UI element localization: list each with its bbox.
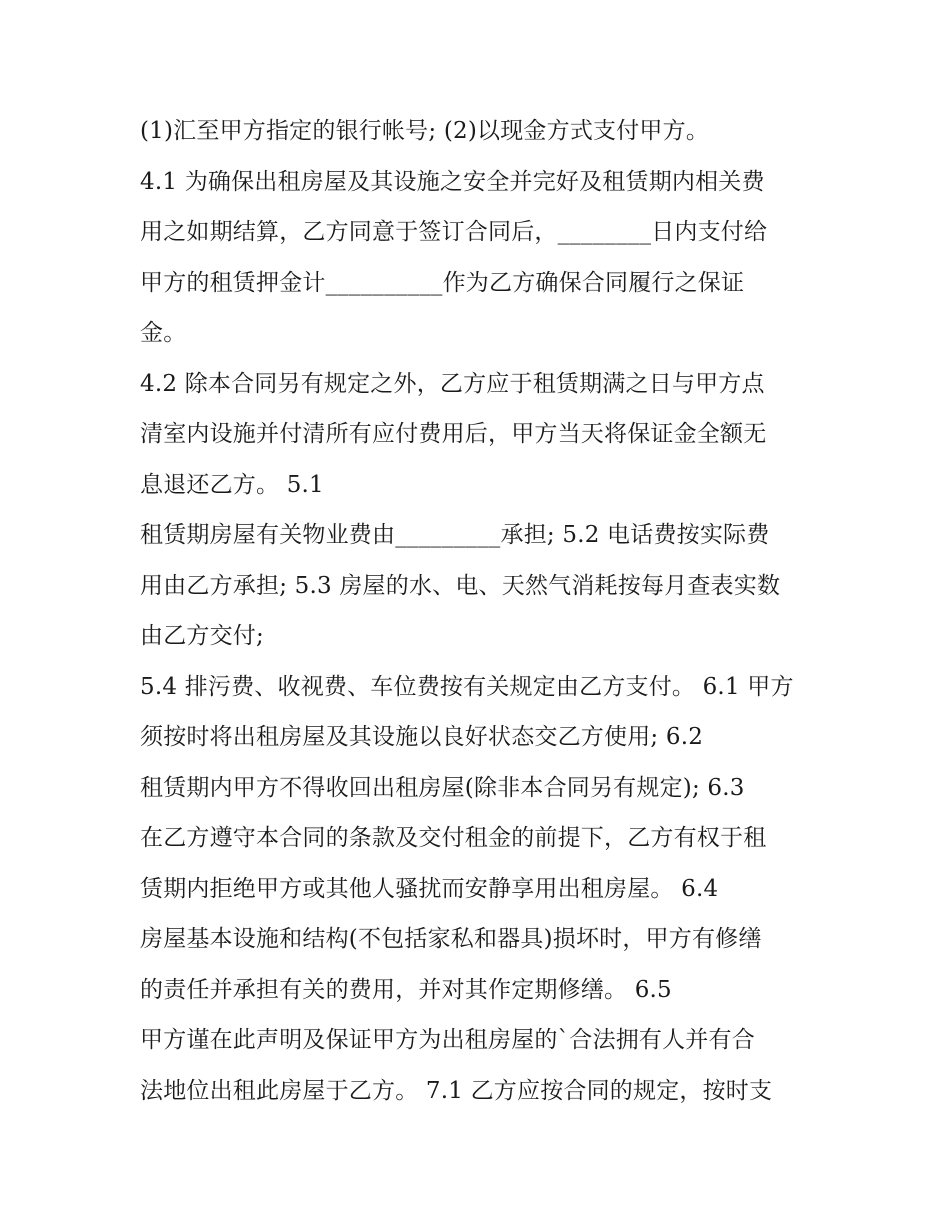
text-line: 4.2 除本合同另有规定之外，乙方应于租赁期满之日与甲方点 xyxy=(140,370,765,397)
text-line: 甲方的租赁押金计__________作为乙方确保合同履行之保证 xyxy=(140,269,745,296)
text-line: 在乙方遵守本合同的条款及交付租金的前提下，乙方有权于租 xyxy=(140,825,767,851)
text-line: 法地位出租此房屋于乙方。 7.1 乙方应按合同的规定，按时支 xyxy=(140,1077,773,1104)
document-body xyxy=(140,106,830,1116)
text-line: 赁期内拒绝甲方或其他人骚扰而安静享用出租房屋。 6.4 xyxy=(140,875,719,902)
text-line: 用由乙方承担; 5.3 房屋的水、电、天然气消耗按每月查表实数 xyxy=(140,572,781,599)
text-line: 清室内设施并付清所有应付费用后，甲方当天将保证金全额无 xyxy=(140,421,767,447)
text-line: 用之如期结算，乙方同意于签订合同后，________日内支付给 xyxy=(140,219,768,245)
text-line: 5.4 排污费、收视费、车位费按有关规定由乙方支付。 6.1 甲方 xyxy=(140,673,794,700)
text-line: 金。 xyxy=(140,320,187,346)
text-line: 息退还乙方。 5.1 xyxy=(140,471,324,498)
text-line: (1)汇至甲方指定的银行帐号; (2)以现金方式支付甲方。 xyxy=(140,118,710,144)
text-line: 由乙方交付; xyxy=(140,623,264,649)
text-line: 须按时将出租房屋及其设施以良好状态交乙方使用; 6.2 xyxy=(140,724,704,750)
text-line: 4.1 为确保出租房屋及其设施之安全并完好及租赁期内相关费 xyxy=(140,168,765,195)
text-line: 的责任并承担有关的费用，并对其作定期修缮。 6.5 xyxy=(140,976,672,1003)
text-line: 房屋基本设施和结构(不包括家私和器具)损坏时，甲方有修缮 xyxy=(140,926,762,952)
text-line: 租赁期房屋有关物业费由_________承担; 5.2 电话费按实际费 xyxy=(140,522,770,548)
text-line: 甲方谨在此声明及保证甲方为出租房屋的`合法拥有人并有合 xyxy=(140,1027,755,1053)
text-line: 租赁期内甲方不得收回出租房屋(除非本合同另有规定); 6.3 xyxy=(140,774,745,801)
